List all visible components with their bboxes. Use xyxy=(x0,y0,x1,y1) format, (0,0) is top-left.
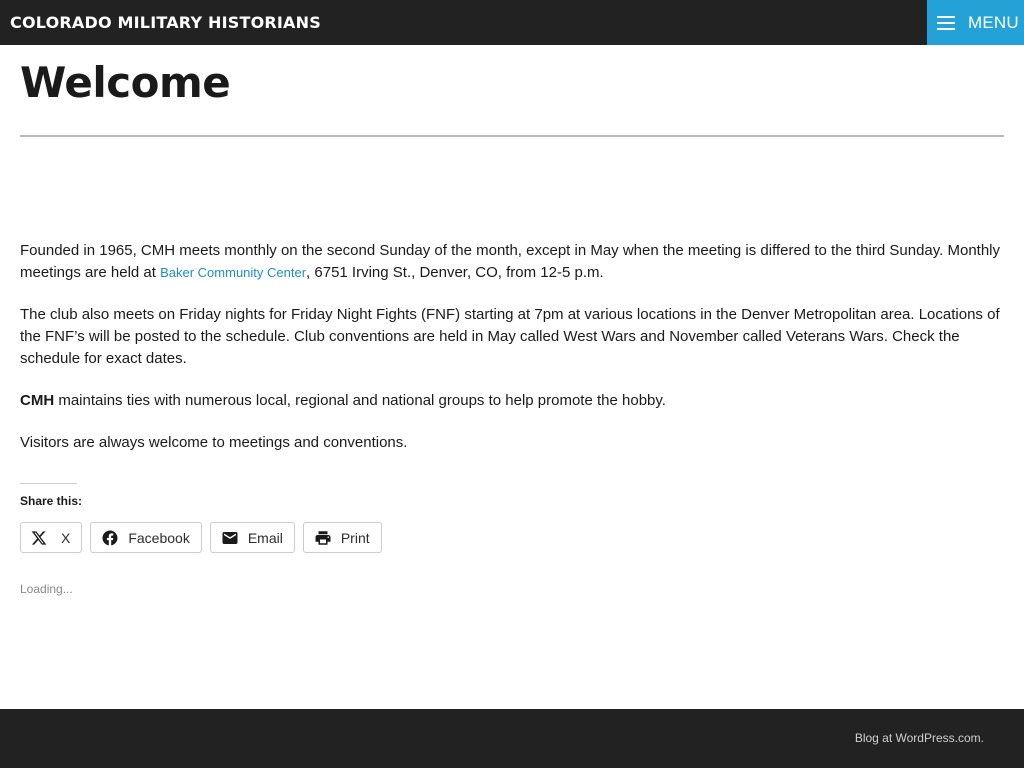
share-buttons xyxy=(20,522,382,553)
share-x-label: X xyxy=(61,529,71,546)
share-email-button[interactable] xyxy=(210,522,295,553)
share-print-label: Print xyxy=(340,529,370,546)
hamburger-icon xyxy=(937,16,955,30)
likes-loading-text: Loading... xyxy=(20,582,73,596)
paragraph-visitors: Visitors are always welcome to meetings and conventions. xyxy=(20,434,408,451)
top-bar xyxy=(0,0,1024,45)
facebook-icon xyxy=(101,529,119,547)
share-x-button[interactable] xyxy=(20,522,82,553)
share-facebook-button[interactable] xyxy=(90,522,201,553)
paragraph-text: , 6751 Irving St., Denver, CO, from 12-5 p.m. xyxy=(306,264,604,281)
x-icon xyxy=(31,530,47,546)
site-footer xyxy=(0,709,1024,768)
baker-community-center-link[interactable]: Baker Community Center xyxy=(160,265,307,280)
paragraph-text: Founded in 1965, CMH meets monthly on the second Sunday of the month, except in May when the meeting is differed to the third Sunday. Monthly meetings are held at xyxy=(20,242,1001,281)
share-email-label: Email xyxy=(247,529,283,546)
email-icon xyxy=(221,529,239,547)
paragraph-ties xyxy=(20,390,1000,412)
site-title-link[interactable]: COLORADO MILITARY HISTORIANS xyxy=(10,13,321,32)
share-facebook-label: Facebook xyxy=(128,529,190,546)
paragraph-meetings xyxy=(20,240,1000,284)
share-divider xyxy=(20,483,77,484)
paragraph-text: maintains ties with numerous local, regional and national groups to help promote the hobby. xyxy=(54,392,666,409)
menu-label: MENU xyxy=(968,12,1019,32)
cmh-bold: CMH xyxy=(20,392,55,409)
share-heading: Share this: xyxy=(20,494,83,508)
menu-button[interactable] xyxy=(927,0,1024,45)
page-title: Welcome xyxy=(20,58,231,107)
share-print-button[interactable] xyxy=(303,522,382,553)
print-icon xyxy=(314,529,332,547)
wordpress-credit-link[interactable]: Blog at WordPress.com. xyxy=(854,731,984,745)
paragraph-friday-night-fights: The club also meets on Friday nights for Friday Night Fights (FNF) starting at 7pm at various locations in the Denver Metropolitan area. Locations of the FNF’s will be posted to the schedule. Club conventions are held in May called West Wars and November called Veterans Wars. Check the schedule for exact dates. xyxy=(20,306,1000,367)
entry-content xyxy=(20,240,1000,474)
title-divider xyxy=(20,135,1004,137)
